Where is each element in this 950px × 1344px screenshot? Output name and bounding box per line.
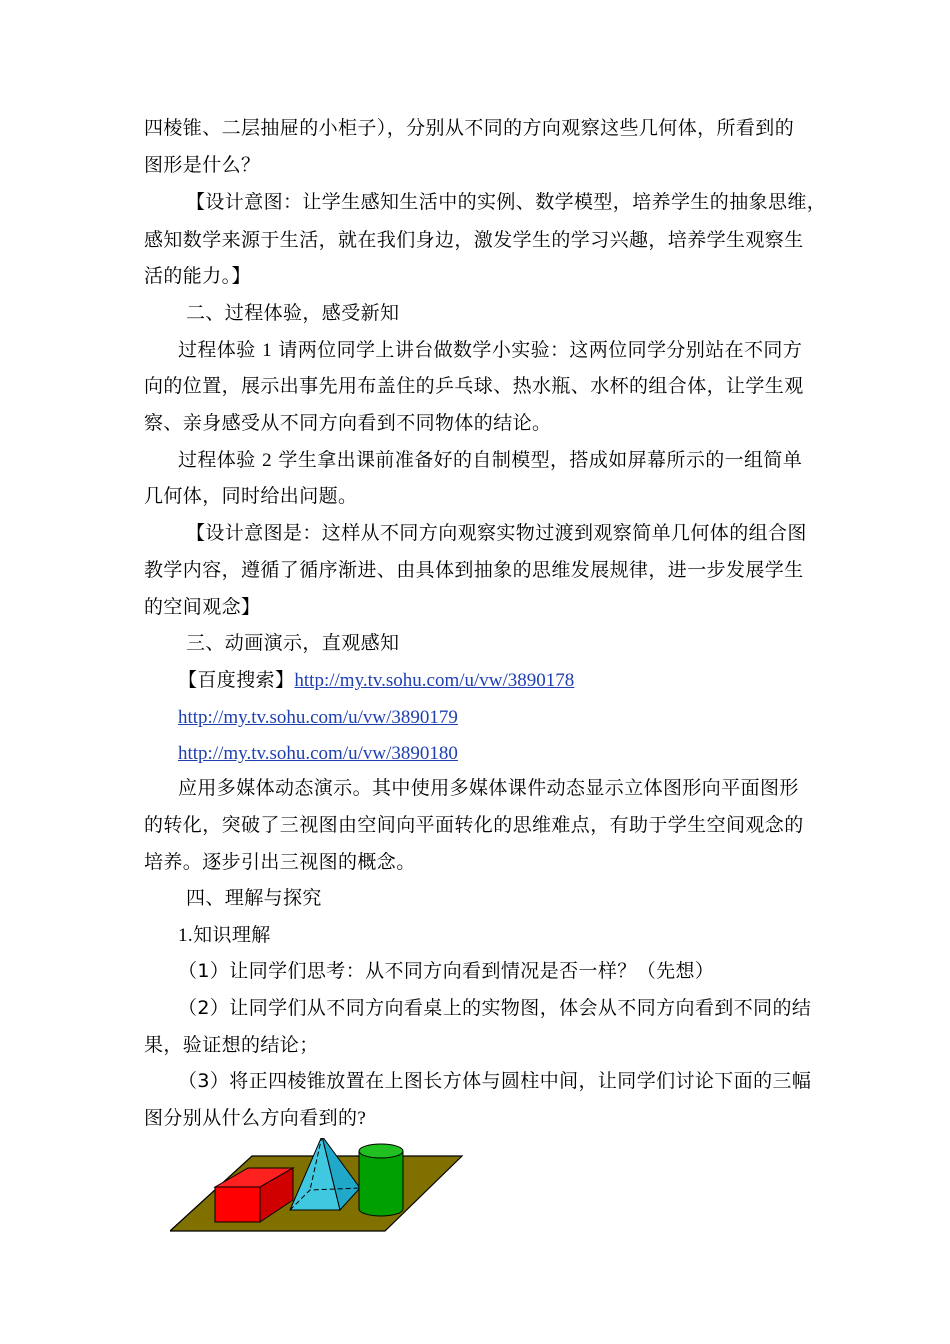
section-heading-4: 四、理解与探究 — [186, 887, 322, 909]
design-intent-2-line-2: 教学内容，遵循了循序渐进、由具体到抽象的思维发展规律，进一步发展学生 — [144, 559, 804, 581]
question-1: （1）让同学们思考：从不同方向看到情况是否一样？（先想） — [178, 960, 715, 982]
question-3-text: 图分别从什么方向看到的 — [144, 1107, 358, 1129]
design-intent-2-line-1: 【设计意图是：这样从不同方向观察实物过渡到观察简单几何体的组合图 — [186, 522, 807, 544]
process-experience-2-text: 学生拿出课前准备好的自制模型，搭成如屏幕所示的一组简单 — [278, 449, 803, 471]
process-experience-1-line-2: 向的位置，展示出事先用布盖住的乒乓球、热水瓶、水杯的组合体，让学生观 — [144, 375, 804, 397]
design-intent-1-line-1: 【设计意图：让学生感知生活中的实例、数学模型，培养学生的抽象思维， — [186, 191, 827, 213]
animation-paragraph-line-3: 培养。逐步引出三视图的概念。 — [144, 851, 416, 873]
video-link-2[interactable]: http://my.tv.sohu.com/u/vw/3890179 — [178, 707, 458, 728]
process-experience-1-number: 1 — [262, 340, 272, 361]
question-3-line-1: （3）将正四棱锥放置在上图长方体与圆柱中间，让同学们讨论下面的三幅 — [178, 1070, 812, 1092]
cylinder-top-face — [359, 1144, 403, 1158]
design-intent-1-line-3: 活的能力。】 — [144, 265, 251, 287]
question-3-mark: ? — [357, 1108, 367, 1129]
search-line — [178, 668, 574, 693]
link-line-3 — [178, 741, 458, 766]
process-experience-1-text: 请两位同学上讲台做数学小实验：这两位同学分别站在不同方 — [278, 339, 803, 361]
design-intent-1-line-2: 感知数学来源于生活，就在我们身边，激发学生的学习兴趣，培养学生观察生 — [144, 229, 804, 251]
question-3-line-2 — [144, 1106, 366, 1131]
geometric-solids-figure — [170, 1138, 470, 1238]
process-experience-2-line-2: 几何体，同时给出问题。 — [144, 485, 358, 507]
design-intent-2-line-3: 的空间观念】 — [144, 596, 261, 618]
video-link-1[interactable]: http://my.tv.sohu.com/u/vw/3890178 — [294, 670, 575, 691]
video-link-3[interactable]: http://my.tv.sohu.com/u/vw/3890180 — [178, 743, 458, 764]
subsection-title: 知识理解 — [193, 924, 271, 946]
cuboid-front-face — [215, 1187, 260, 1222]
process-experience-2-number: 2 — [262, 450, 272, 471]
paragraph-1-line-2: 图形是什么？ — [144, 154, 261, 176]
process-experience-1-label: 过程体验 — [178, 339, 256, 361]
process-experience-1-line-1 — [178, 338, 802, 363]
process-experience-1-line-3: 察、亲身感受从不同方向看到不同物体的结论。 — [144, 412, 552, 434]
section-heading-3: 三、动画演示，直观感知 — [186, 632, 400, 654]
question-2-line-1: （2）让同学们从不同方向看桌上的实物图，体会从不同方向看到不同的结 — [178, 997, 812, 1019]
subsection-heading-1 — [178, 923, 271, 948]
process-experience-2-label: 过程体验 — [178, 449, 256, 471]
search-label: 【百度搜索】 — [178, 669, 295, 691]
section-heading-2: 二、过程体验，感受新知 — [186, 302, 400, 324]
process-experience-2-line-1 — [178, 448, 802, 473]
animation-paragraph-line-1: 应用多媒体动态演示。其中使用多媒体课件动态显示立体图形向平面图形 — [178, 777, 799, 799]
question-2-line-2: 果，验证想的结论； — [144, 1034, 319, 1056]
paragraph-1-line-1: 四棱锥、二层抽屉的小柜子），分别从不同的方向观察这些几何体，所看到的 — [144, 117, 795, 139]
subsection-number: 1. — [178, 925, 194, 946]
link-line-2 — [178, 705, 458, 730]
animation-paragraph-line-2: 的转化，突破了三视图由空间向平面转化的思维难点，有助于学生空间观念的 — [144, 814, 804, 836]
cylinder-body — [359, 1151, 403, 1209]
